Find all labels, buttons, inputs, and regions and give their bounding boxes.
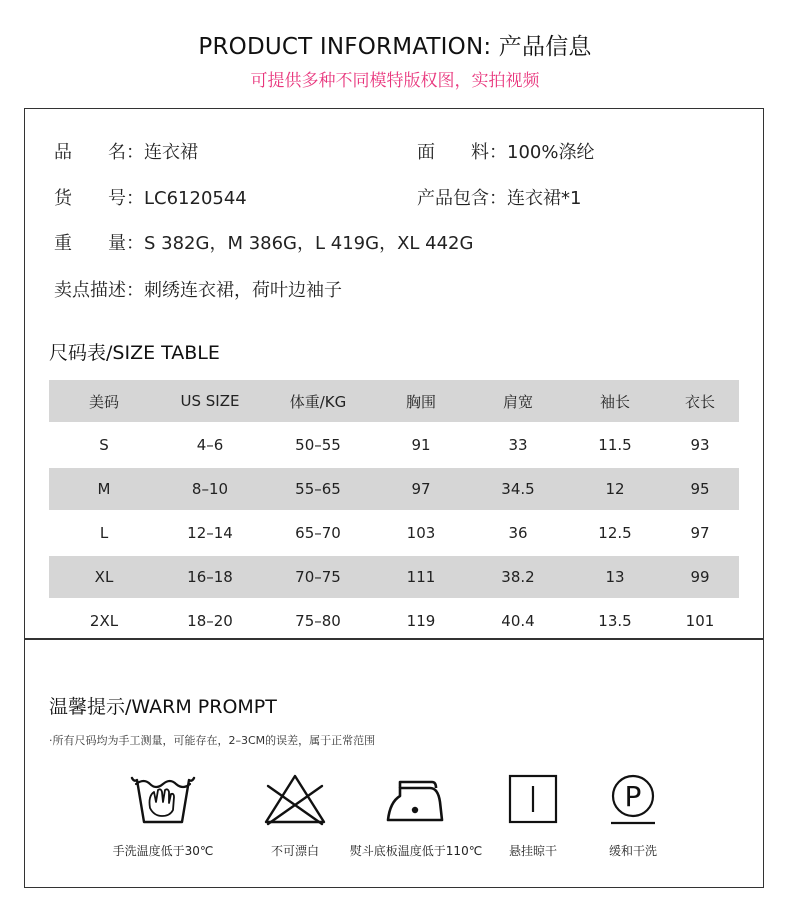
- table-cell: 11.5: [598, 436, 632, 454]
- table-cell: 12: [605, 480, 625, 498]
- table-cell: 119: [406, 612, 436, 630]
- table-cell: 97: [690, 524, 710, 542]
- table-cell: 75–80: [295, 612, 341, 630]
- info-package: [417, 184, 581, 210]
- info-selling-label: 卖点描述：: [54, 280, 144, 301]
- table-row: [49, 424, 739, 466]
- measurement-note: ·所有尺码均为手工测量，可能存在，2–3CM的误差，属于正常范围: [49, 734, 376, 747]
- header-cell: 体重/KG: [289, 392, 347, 411]
- info-fabric: [417, 138, 594, 164]
- table-cell: 103: [406, 524, 436, 542]
- hang-dry-icon: [498, 772, 568, 828]
- dry-clean-symbol: P: [624, 780, 642, 813]
- size-table-title: 尺码表/SIZE TABLE: [49, 342, 220, 364]
- info-weight-value: S 382G，M 386G，L 419G，XL 442G: [144, 233, 474, 254]
- table-cell: 2XL: [89, 612, 119, 630]
- header-cell: US SIZE: [180, 392, 240, 410]
- table-cell: 34.5: [501, 480, 535, 498]
- table-cell: 95: [690, 480, 710, 498]
- header-cell: 肩宽: [502, 392, 533, 411]
- size-table-header: [49, 380, 739, 422]
- table-cell: 16–18: [187, 568, 233, 586]
- header-cell: 袖长: [599, 392, 630, 411]
- care-label-hand-wash: 手洗温度低于30℃: [112, 844, 214, 858]
- table-row: [49, 556, 739, 598]
- care-label-hang-dry: 悬挂晾干: [508, 844, 557, 858]
- table-cell: 99: [690, 568, 710, 586]
- table-row: [49, 600, 739, 642]
- table-cell: 4–6: [196, 436, 224, 454]
- header-cell: 美码: [88, 392, 119, 411]
- info-fabric-label: 面 料：: [417, 142, 507, 163]
- table-cell: XL: [94, 568, 114, 586]
- table-cell: 36: [508, 524, 528, 542]
- table-cell: S: [99, 436, 109, 454]
- table-cell: 50–55: [295, 436, 341, 454]
- table-cell: 13.5: [598, 612, 632, 630]
- table-cell: 8–10: [191, 480, 229, 498]
- info-name-label: 品 名：: [54, 142, 144, 163]
- table-cell: 93: [690, 436, 710, 454]
- table-cell: 97: [411, 480, 431, 498]
- table-cell: 38.2: [501, 568, 535, 586]
- info-weight-label: 重 量：: [54, 233, 144, 254]
- table-cell: 18–20: [187, 612, 233, 630]
- page-subtitle: 可提供多种不同模特版权图，实拍视频: [250, 71, 540, 91]
- table-cell: 40.4: [501, 612, 535, 630]
- info-sku-label: 货 号：: [54, 188, 144, 209]
- table-cell: 12–14: [187, 524, 233, 542]
- hand-wash-icon: [128, 772, 198, 828]
- table-cell: 91: [411, 436, 431, 454]
- table-cell: 12.5: [598, 524, 632, 542]
- table-cell: 101: [685, 612, 715, 630]
- care-label-dry-clean: 缓和干洗: [608, 844, 657, 858]
- warm-prompt-title: 温馨提示/WARM PROMPT: [49, 696, 277, 718]
- info-name: [54, 138, 198, 164]
- care-label-no-bleach: 不可漂白: [270, 844, 319, 858]
- info-weight: [54, 229, 473, 255]
- table-cell: 33: [508, 436, 528, 454]
- info-package-label: 产品包含：: [417, 188, 507, 209]
- table-cell: 13: [605, 568, 625, 586]
- info-selling-value: 刺绣连衣裙，荷叶边袖子: [144, 280, 342, 301]
- table-row: [49, 512, 739, 554]
- info-package-value: 连衣裙*1: [507, 188, 582, 209]
- size-table: [49, 380, 739, 642]
- care-label-iron: 熨斗底板温度低于110℃: [349, 844, 483, 858]
- info-name-value: 连衣裙: [144, 142, 198, 163]
- table-cell: 111: [406, 568, 436, 586]
- table-cell: 70–75: [295, 568, 341, 586]
- table-cell: L: [99, 524, 109, 542]
- iron-icon: [380, 772, 450, 828]
- info-sku-value: LC6120544: [144, 188, 247, 209]
- table-row: [49, 468, 739, 510]
- info-sku: [54, 184, 247, 210]
- table-cell: 55–65: [295, 480, 341, 498]
- info-fabric-value: 100%涤纶: [507, 142, 595, 163]
- table-cell: 65–70: [295, 524, 341, 542]
- no-bleach-icon: [260, 772, 330, 828]
- header-cell: 衣长: [684, 392, 715, 411]
- header-cell: 胸围: [405, 392, 436, 411]
- page-title: PRODUCT INFORMATION: 产品信息: [198, 34, 592, 60]
- table-cell: M: [97, 480, 111, 498]
- dry-clean-icon: [598, 772, 668, 828]
- info-selling: [54, 276, 342, 302]
